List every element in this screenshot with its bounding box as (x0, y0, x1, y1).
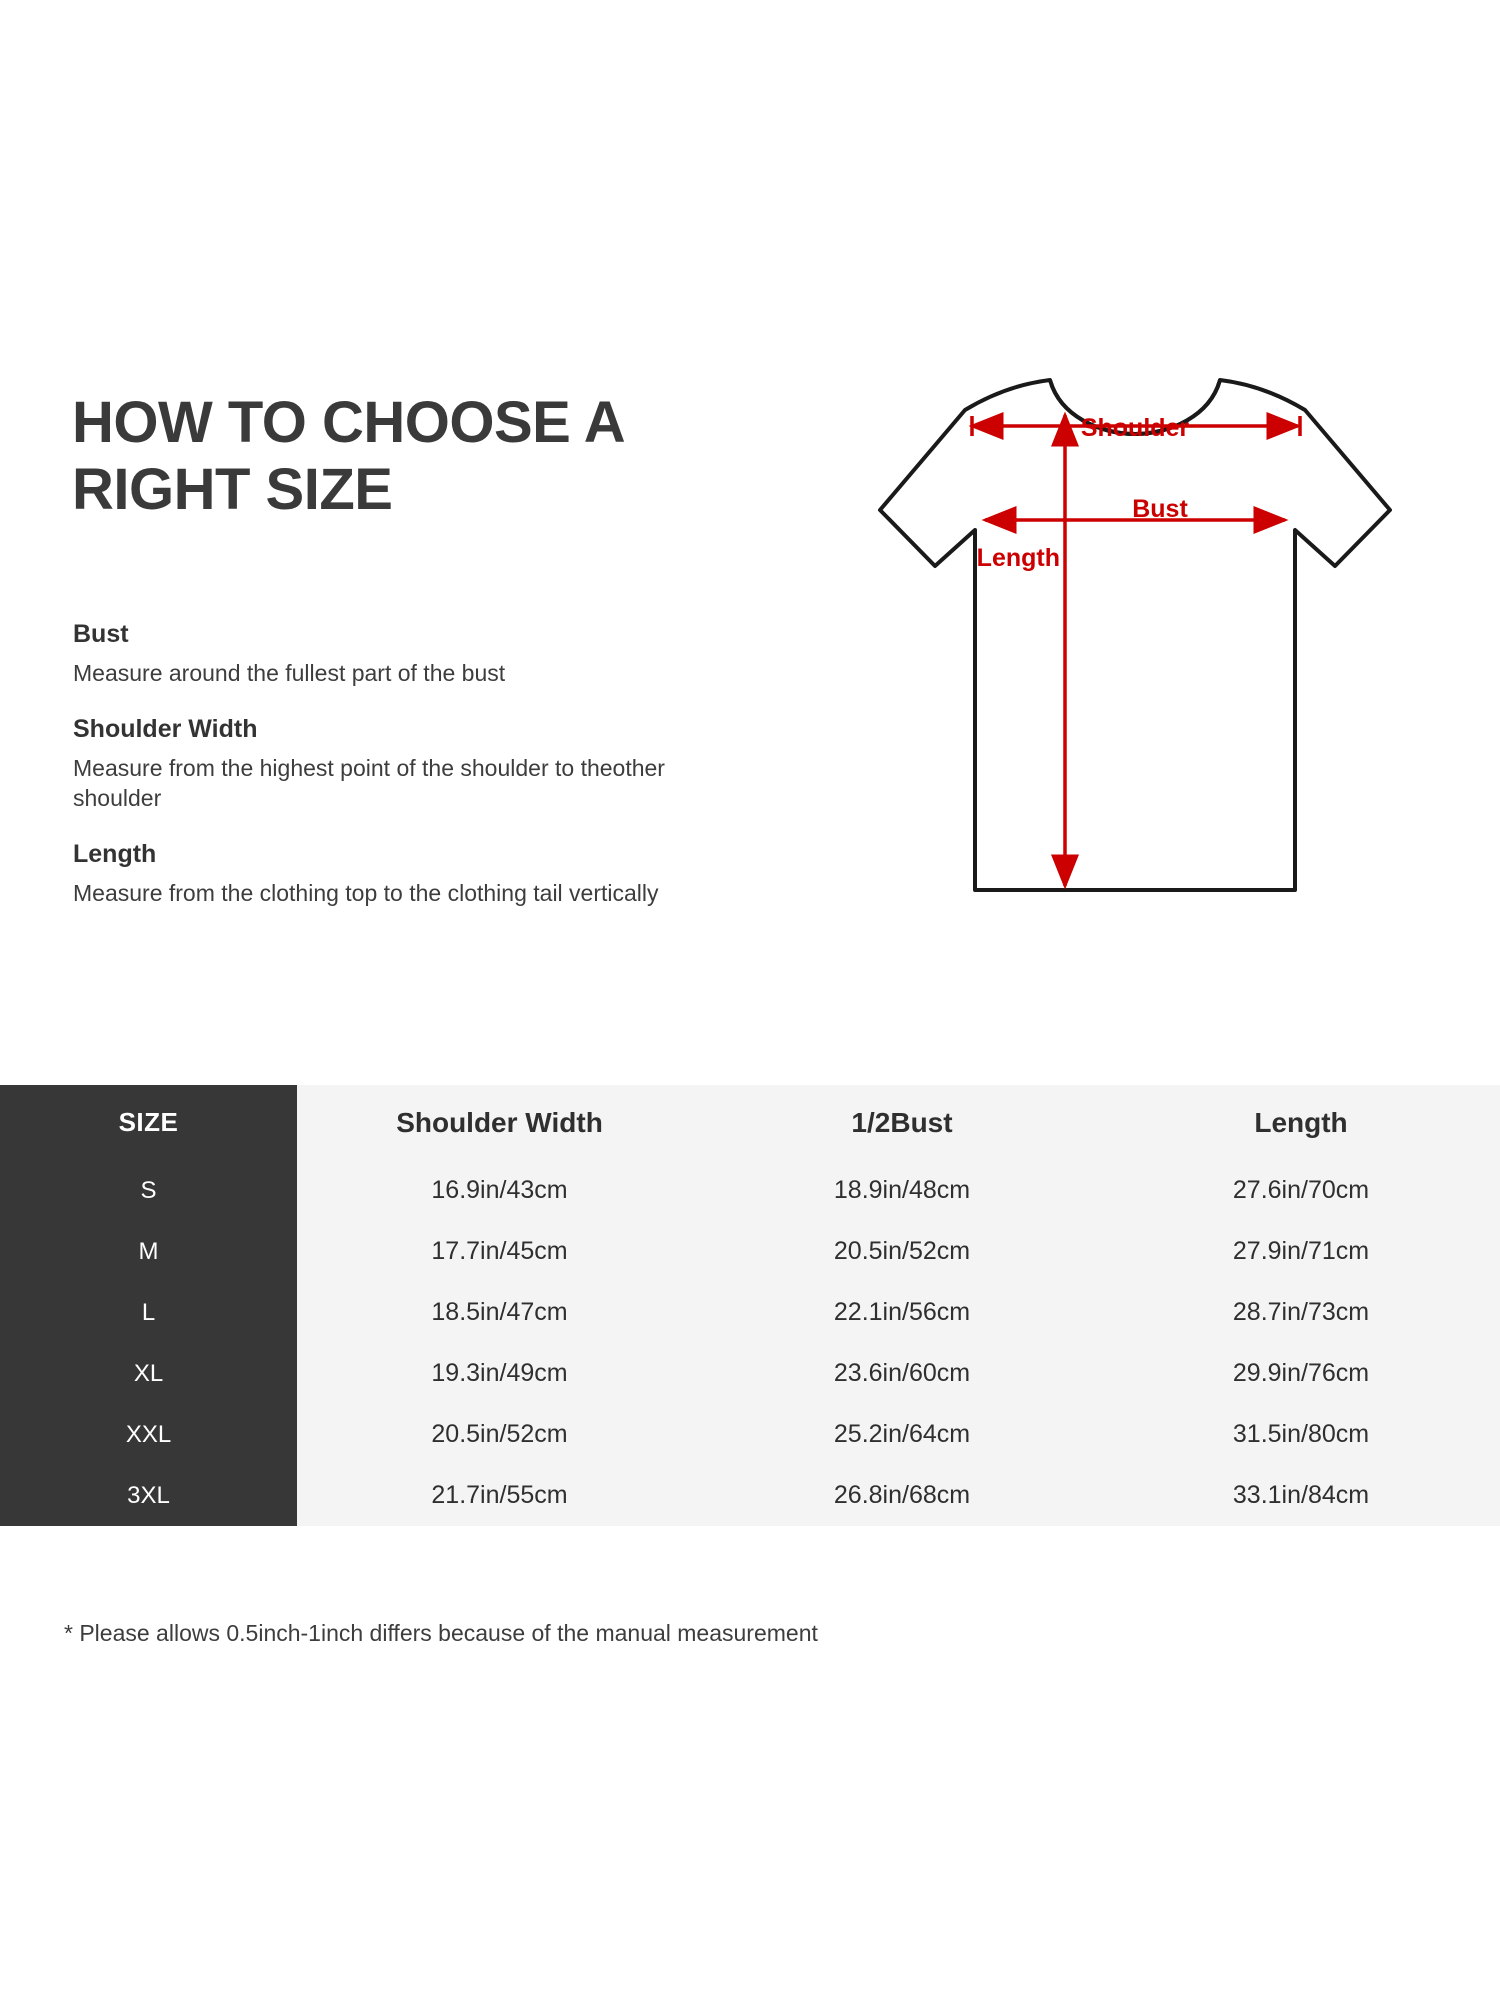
column-header-shoulder-width: Shoulder Width (297, 1085, 702, 1160)
definition-description: Measure from the highest point of the shoulder to theother shoulder (73, 754, 665, 812)
cell-size: XL (0, 1343, 297, 1404)
column-header-size: SIZE (0, 1085, 297, 1160)
cell-shoulder-width: 17.7in/45cm (297, 1221, 702, 1282)
column-header-half-bust: 1/2Bust (702, 1085, 1102, 1160)
table-row (0, 1160, 1500, 1221)
cell-shoulder-width: 16.9in/43cm (297, 1160, 702, 1221)
cell-length: 27.9in/71cm (1102, 1221, 1500, 1282)
cell-length: 29.9in/76cm (1102, 1343, 1500, 1404)
definition-term: Bust (73, 620, 129, 648)
cell-size: XXL (0, 1404, 297, 1465)
page-title: HOW TO CHOOSE A RIGHT SIZE (72, 390, 624, 522)
cell-size: L (0, 1282, 297, 1343)
cell-length: 28.7in/73cm (1102, 1282, 1500, 1343)
table-row (0, 1404, 1500, 1465)
shoulder-label: Shoulder (1080, 414, 1190, 442)
definition-bust (73, 620, 693, 689)
tshirt-diagram (760, 370, 1400, 1030)
cell-half-bust: 25.2in/64cm (702, 1404, 1102, 1465)
bust-label: Bust (1132, 495, 1188, 523)
cell-length: 31.5in/80cm (1102, 1404, 1500, 1465)
cell-length: 27.6in/70cm (1102, 1160, 1500, 1221)
cell-size: M (0, 1221, 297, 1282)
definition-description: Measure from the clothing top to the clothing tail vertically (73, 879, 659, 906)
definition-shoulder-width (73, 715, 693, 814)
tshirt-outline (880, 380, 1390, 890)
cell-size: S (0, 1160, 297, 1221)
size-chart-table (0, 1085, 1500, 1526)
cell-half-bust: 26.8in/68cm (702, 1465, 1102, 1526)
definition-description: Measure around the fullest part of the bust (73, 660, 506, 686)
cell-half-bust: 18.9in/48cm (702, 1160, 1102, 1221)
definition-term: Length (73, 839, 157, 868)
cell-size: 3XL (0, 1465, 297, 1526)
cell-length: 33.1in/84cm (1102, 1465, 1500, 1526)
table-row (0, 1343, 1500, 1404)
cell-shoulder-width: 19.3in/49cm (297, 1343, 702, 1404)
cell-shoulder-width: 21.7in/55cm (297, 1465, 702, 1526)
cell-shoulder-width: 20.5in/52cm (297, 1404, 702, 1465)
table-header-row (0, 1085, 1500, 1160)
table-row (0, 1282, 1500, 1343)
column-header-length: Length (1102, 1085, 1500, 1160)
cell-half-bust: 22.1in/56cm (702, 1282, 1102, 1343)
cell-half-bust: 20.5in/52cm (702, 1221, 1102, 1282)
cell-half-bust: 23.6in/60cm (702, 1343, 1102, 1404)
definition-length (73, 840, 693, 909)
cell-shoulder-width: 18.5in/47cm (297, 1282, 702, 1343)
measurement-definitions (73, 620, 693, 934)
measurement-footnote: * Please allows 0.5inch-1inch differs because of the manual measurement (64, 1620, 818, 1646)
length-label: Length (976, 544, 1060, 572)
table-row (0, 1221, 1500, 1282)
table-row (0, 1465, 1500, 1526)
definition-term: Shoulder Width (73, 714, 258, 743)
